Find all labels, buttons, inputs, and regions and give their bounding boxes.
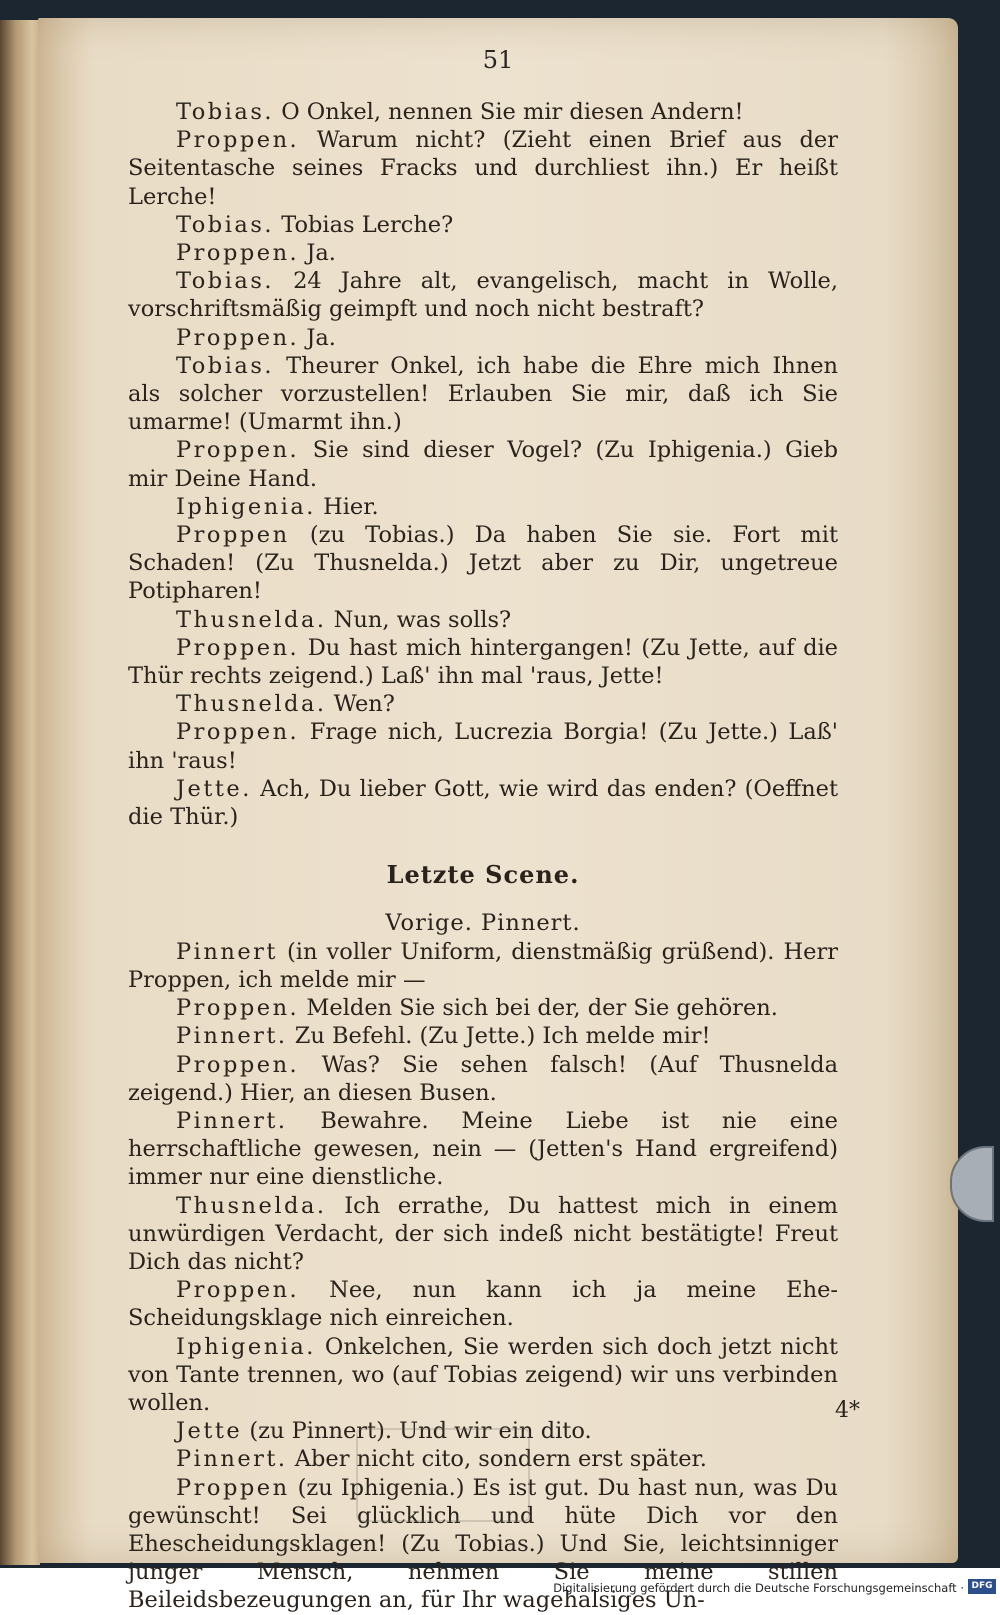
dialogue-paragraph [128, 436, 838, 492]
speaker-name: Proppen. [176, 1277, 300, 1304]
dialogue-text: Aber nicht cito, sondern erst später. [294, 1446, 707, 1473]
speaker-name: Tobias. [176, 211, 275, 238]
dialogue-text: Sie sind dieser Vogel? (Zu Iphigenia.) Gieb mir Deine Hand. [128, 437, 839, 492]
speaker-name: Proppen. [176, 1051, 300, 1078]
dialogue-text: Nun, was solls? [333, 606, 512, 633]
dialogue-text: Bewahre. Meine Liebe ist nie eine herrschaftliche gewesen, nein — (Jetten's Hand ergreifend) immer nur eine dienstliche. [128, 1107, 838, 1191]
scene-cast: Vorige. Pinnert. [385, 910, 581, 937]
speaker-name: Tobias. [176, 352, 275, 379]
dialogue-text: 24 Jahre alt, evangelisch, macht in Wolle, vorschriftsmäßig geimpft und noch nicht bestraft? [128, 268, 838, 323]
dialogue-text: Theurer Onkel, ich habe die Ehre mich Ihnen als solcher vorzustellen! Erlauben Sie mir, daß ich Sie umarme! (Umarmt ihn.) [128, 352, 838, 436]
speaker-name: Pinnert. [176, 1107, 288, 1134]
dialogue-text: Warum nicht? (Zieht einen Brief aus der Seitentasche seines Fracks und durchliest ihn.) Er heißt Lerche! [128, 127, 838, 210]
dialogue-text: Ja. [306, 240, 336, 267]
speaker-name: Pinnert. [176, 1023, 288, 1050]
dialogue-text: Hier. [323, 493, 379, 520]
speaker-name: Proppen. [176, 437, 300, 464]
dialogue-paragraph [128, 267, 838, 323]
signature-mark: 4* [835, 1398, 860, 1423]
dialogue-paragraph [128, 1192, 838, 1277]
speaker-name: Thusnelda. [176, 1192, 327, 1219]
footer-bar [0, 1573, 1000, 1603]
dialogue-text: (in voller Uniform, dienstmäßig grüßend). Herr Proppen, ich melde mir — [128, 938, 838, 993]
dialogue-paragraph [128, 126, 838, 211]
page-number: 51 [482, 46, 514, 74]
dialogue-text: (zu Iphigenia.) Es ist gut. Du hast nun, was Du gewünscht! Sei glücklich und hüte Dich vor den Ehescheidungsklagen! (Zu Tobias.) Und Sie, leichtsinniger junger Mensch, nehmen Sie meine stillen Beileidsbezeugungen an, für Ihr wagehalsiges Un- [128, 1474, 839, 1614]
dialogue-text: Was? Sie sehen falsch! (Auf Thusnelda zeigend.) Hier, an diesen Busen. [128, 1051, 838, 1106]
dialogue-paragraph [128, 324, 838, 352]
dialogue-paragraph [128, 521, 838, 606]
dialogue-paragraph [128, 1107, 838, 1192]
speaker-name: Iphigenia. [176, 1333, 316, 1360]
dialogue-text: Nee, nun kann ich ja meine Ehe-Scheidungsklage nich einreichen. [128, 1277, 838, 1332]
speaker-name: Iphigenia. [176, 493, 316, 520]
dialogue-text: O Onkel, nennen Sie mir diesen Andern! [281, 99, 744, 125]
speaker-name: Proppen [176, 1474, 290, 1501]
dialogue-paragraph [128, 634, 838, 690]
dialogue-text: Ich errathe, Du hattest mich in einem unwürdigen Verdacht, der sich indeß nicht bestätigte! Freut Dich das nicht? [128, 1192, 838, 1275]
footer-credit: Digitalisierung gefördert durch die Deutsche Forschungsgemeinschaft · [553, 1581, 964, 1595]
dialogue-paragraph [128, 239, 838, 267]
speaker-name: Tobias. [176, 99, 275, 125]
book-spine-edge [0, 20, 40, 1565]
speaker-name: Pinnert [176, 938, 278, 965]
dialogue-paragraph [128, 690, 838, 718]
dialogue-text: Melden Sie sich bei der, der Sie gehören. [306, 995, 778, 1022]
speaker-name: Proppen. [176, 127, 300, 154]
dfg-logo: DFG [968, 1579, 996, 1594]
dialogue-text: Zu Befehl. (Zu Jette.) Ich melde mir! [294, 1023, 711, 1050]
speaker-name: Thusnelda. [176, 691, 327, 718]
dialogue-paragraph [128, 98, 838, 126]
dialogue-paragraph [128, 1333, 838, 1418]
dialogue-text: Tobias Lerche? [281, 211, 454, 238]
dialogue-text: (zu Tobias.) Da haben Sie sie. Fort mit Schaden! (Zu Thusnelda.) Jetzt aber zu Dir, ungetreue Potipharen! [128, 522, 838, 605]
dialogue-text: Frage nich, Lucrezia Borgia! (Zu Jette.) Laß' ihn 'raus! [128, 719, 838, 774]
speaker-name: Proppen. [176, 634, 300, 661]
dialogue-text: Ja. [306, 324, 336, 351]
dialogue-paragraph [128, 1022, 838, 1050]
dialogue-paragraph [128, 493, 838, 521]
bookmark-tab [950, 1146, 994, 1222]
scene-heading: Letzte Scene. [386, 860, 580, 890]
dialogue-paragraph [128, 211, 838, 239]
dialogue-block-1 [128, 98, 838, 831]
dialogue-paragraph [128, 775, 838, 831]
page-text [128, 98, 838, 1615]
speaker-name: Proppen. [176, 240, 300, 267]
speaker-name: Proppen. [176, 719, 300, 746]
dialogue-text: Wen? [333, 691, 395, 718]
dialogue-paragraph [128, 994, 838, 1022]
dialogue-paragraph [128, 606, 838, 634]
dialogue-text: Ach, Du lieber Gott, wie wird das enden? (Oeffnet die Thür.) [128, 775, 838, 831]
dialogue-paragraph [128, 352, 838, 437]
dialogue-text: (zu Pinnert). Und wir ein dito. [249, 1418, 592, 1445]
dialogue-paragraph [128, 1276, 838, 1332]
speaker-name: Proppen [176, 522, 290, 549]
dialogue-paragraph [128, 938, 838, 994]
dialogue-paragraph [128, 1051, 838, 1107]
dialogue-paragraph [128, 718, 838, 774]
speaker-name: Pinnert. [176, 1446, 288, 1473]
dialogue-text: Onkelchen, Sie werden sich doch jetzt nicht von Tante trennen, wo (auf Tobias zeigend) wir uns verbinden wollen. [128, 1333, 838, 1416]
speaker-name: Jette. [176, 775, 252, 802]
library-stamp [356, 1428, 530, 1522]
dialogue-text: Du hast mich hintergangen! (Zu Jette, auf die Thür rechts zeigend.) Laß' ihn mal 'raus, Jette! [128, 634, 838, 690]
speaker-name: Tobias. [176, 268, 275, 295]
speaker-name: Thusnelda. [176, 606, 327, 633]
speaker-name: Proppen. [176, 324, 300, 351]
speaker-name: Jette [176, 1418, 243, 1445]
speaker-name: Proppen. [176, 995, 300, 1022]
